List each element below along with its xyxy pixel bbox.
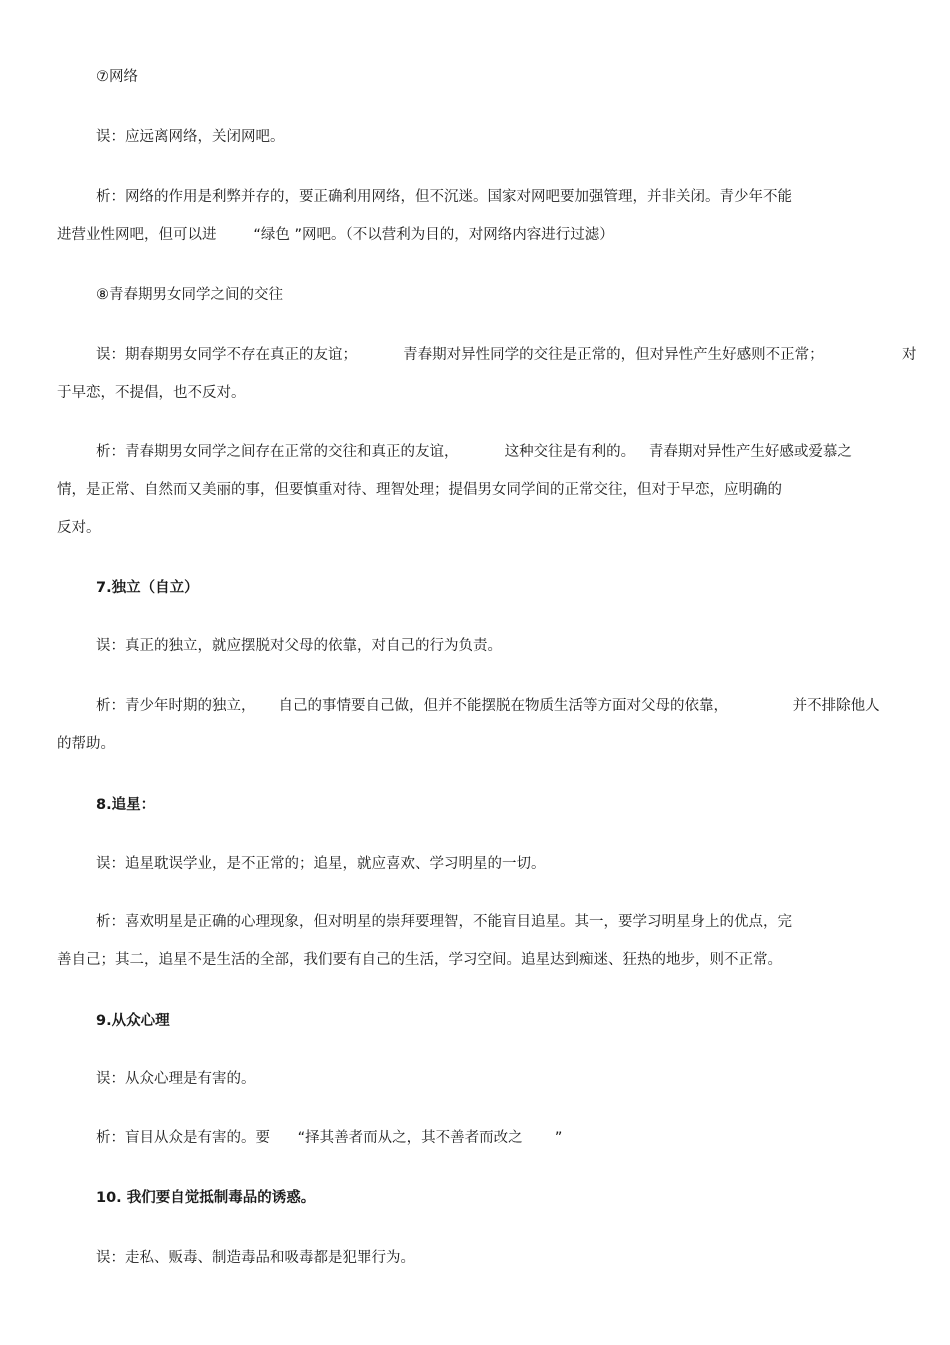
analysis-continuation: 进营业性网吧，但可以进 “绿色 ”网吧。（不以营利为目的，对网络内容进行过滤） bbox=[57, 227, 614, 243]
analysis-statement: 析：青少年时期的独立， 自己的事情要自己做，但并不能摆脱在物质生活等方面对父母的依靠， 并不排除他人 bbox=[96, 698, 880, 714]
error-statement: 误：从众心理是有害的。 bbox=[96, 1071, 256, 1087]
error-statement: 误：走私、贩毒、制造毒品和吸毒都是犯罪行为。 bbox=[96, 1250, 415, 1266]
heading-star-chasing: 8.追星： bbox=[96, 797, 156, 813]
analysis-continuation: 反对。 bbox=[57, 520, 101, 536]
analysis-statement: 析：喜欢明星是正确的心理现象，但对明星的崇拜要理智，不能盲目追星。其一，要学习明星身上的优点，完 bbox=[96, 914, 792, 930]
error-continuation: 于早恋，不提倡，也不反对。 bbox=[57, 385, 246, 401]
error-statement: 误：真正的独立，就应摆脱对父母的依靠，对自己的行为负责。 bbox=[96, 638, 502, 654]
analysis-statement: 析：盲目从众是有害的。要 “择其善者而从之，其不善者而改之 ” bbox=[96, 1130, 563, 1146]
analysis-statement: 析：青春期男女同学之间存在正常的交往和真正的友谊， 这种交往是有利的。 青春期对异性产生好感或爱慕之 bbox=[96, 444, 852, 460]
error-statement: 误：追星耽误学业，是不正常的；追星，就应喜欢、学习明星的一切。 bbox=[96, 856, 546, 872]
heading-independence: 7.独立（自立） bbox=[96, 580, 199, 596]
analysis-statement: 析：网络的作用是利弊并存的，要正确利用网络，但不沉迷。国家对网吧要加强管理，并非关闭。青少年不能 bbox=[96, 189, 792, 205]
analysis-continuation: 情，是正常、自然而又美丽的事，但要慎重对待、理智处理；提倡男女同学间的正常交往，但对于早恋，应明确的 bbox=[57, 482, 782, 498]
error-statement: 误：应远离网络，关闭网吧。 bbox=[96, 129, 285, 145]
error-statement: 误：期春期男女同学不存在真正的友谊； 青春期对异性同学的交往是正常的，但对异性产生好感则不正常； 对 bbox=[96, 347, 917, 363]
heading-network: ⑦网络 bbox=[96, 69, 138, 85]
heading-conformity: 9.从众心理 bbox=[96, 1013, 170, 1029]
analysis-continuation: 的帮助。 bbox=[57, 736, 115, 752]
heading-adolescent-friendship: ⑧青春期男女同学之间的交往 bbox=[96, 287, 283, 303]
analysis-continuation: 善自己；其二，追星不是生活的全部，我们要有自己的生活，学习空间。追星达到痴迷、狂热的地步，则不正常。 bbox=[57, 952, 782, 968]
heading-drugs: 10. 我们要自觉抵制毒品的诱惑。 bbox=[96, 1190, 316, 1206]
